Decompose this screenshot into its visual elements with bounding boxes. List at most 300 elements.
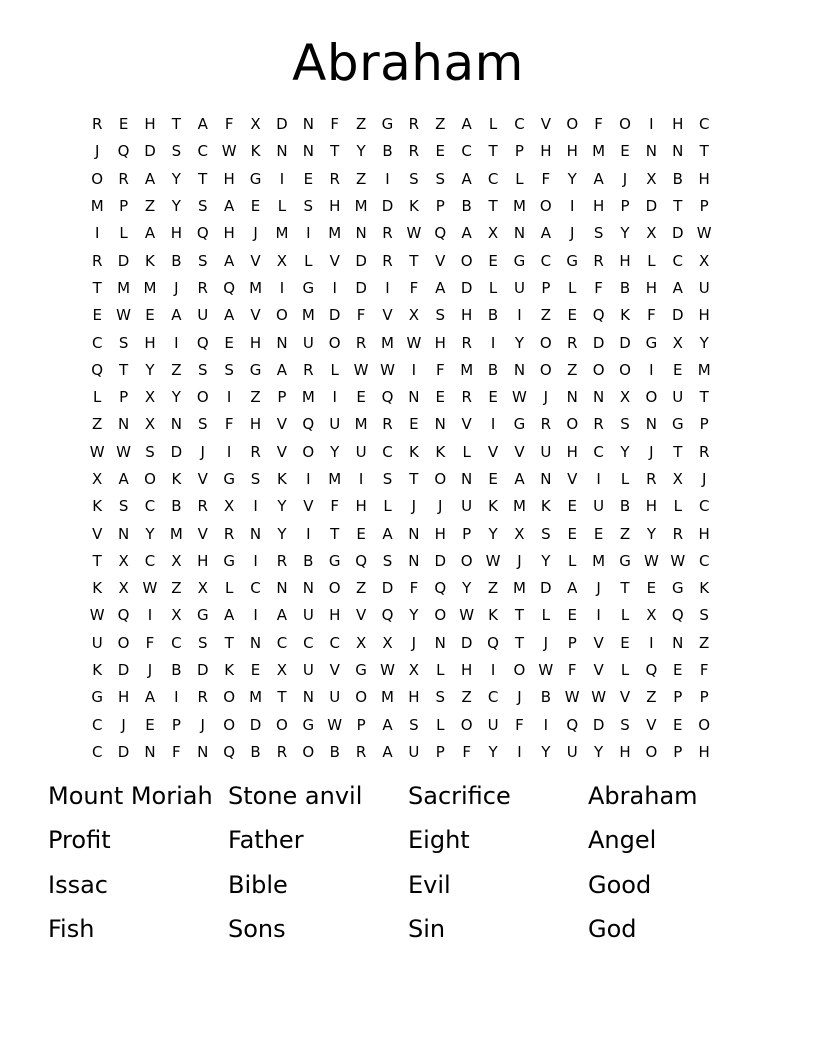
grid-letter[interactable]: Y — [409, 606, 419, 625]
grid-letter[interactable]: T — [92, 278, 102, 297]
grid-letter[interactable]: V — [92, 524, 103, 543]
grid-letter[interactable]: M — [592, 551, 606, 570]
grid-letter[interactable]: C — [593, 442, 604, 461]
grid-letter[interactable]: X — [118, 551, 129, 570]
grid-letter[interactable]: J — [253, 224, 258, 243]
grid-letter[interactable]: Y — [171, 197, 181, 216]
grid-letter[interactable]: W — [406, 333, 422, 352]
grid-letter[interactable]: R — [382, 415, 393, 434]
grid-letter[interactable]: H — [170, 224, 182, 243]
grid-letter[interactable]: L — [568, 278, 577, 297]
grid-letter[interactable]: X — [646, 169, 657, 188]
grid-letter[interactable]: G — [302, 278, 315, 297]
grid-letter[interactable]: C — [698, 497, 710, 516]
grid-letter[interactable]: C — [197, 142, 208, 161]
grid-letter[interactable]: Y — [594, 742, 604, 761]
grid-letter[interactable]: E — [673, 715, 683, 734]
grid-letter[interactable]: T — [330, 142, 340, 161]
grid-letter[interactable]: E — [567, 497, 577, 516]
grid-letter[interactable]: U — [566, 742, 578, 761]
grid-letter[interactable]: Y — [620, 442, 630, 461]
grid-letter[interactable]: I — [517, 742, 522, 761]
grid-letter[interactable]: N — [408, 524, 420, 543]
grid-letter[interactable]: G — [249, 169, 262, 188]
grid-letter[interactable]: S — [382, 470, 393, 488]
grid-letter[interactable]: Q — [223, 278, 236, 297]
grid-letter[interactable]: Y — [330, 442, 340, 461]
grid-letter[interactable]: H — [698, 169, 710, 188]
grid-letter[interactable]: S — [197, 197, 208, 216]
grid-letter[interactable]: R — [276, 551, 288, 570]
grid-letter[interactable]: J — [411, 497, 417, 516]
grid-letter[interactable]: D — [170, 442, 183, 461]
grid-letter[interactable]: K — [488, 497, 498, 516]
grid-letter[interactable]: S — [197, 415, 208, 434]
grid-letter[interactable]: F — [224, 115, 234, 134]
grid-letter[interactable]: H — [645, 278, 658, 297]
grid-letter[interactable]: O — [302, 442, 315, 461]
grid-letter[interactable]: Z — [355, 115, 367, 134]
grid-letter[interactable]: N — [302, 115, 314, 134]
grid-letter[interactable]: I — [253, 551, 258, 570]
grid-letter[interactable]: T — [673, 197, 683, 216]
grid-letter[interactable]: A — [118, 470, 129, 488]
grid-letter[interactable]: P — [514, 142, 524, 161]
grid-letter[interactable]: H — [461, 661, 473, 680]
grid-letter[interactable]: H — [645, 497, 658, 516]
grid-letter[interactable]: Q — [381, 388, 394, 407]
grid-letter[interactable]: I — [490, 415, 496, 434]
grid-letter[interactable]: H — [619, 251, 631, 270]
grid-letter[interactable]: M — [512, 579, 526, 598]
grid-letter[interactable]: V — [619, 688, 631, 707]
grid-letter[interactable]: V — [514, 442, 525, 461]
grid-letter[interactable]: U — [329, 688, 341, 707]
grid-letter[interactable]: T — [277, 688, 287, 707]
grid-letter[interactable]: M — [512, 197, 526, 216]
grid-letter[interactable]: L — [647, 251, 656, 270]
grid-letter[interactable]: Q — [223, 742, 236, 761]
grid-letter[interactable]: V — [250, 306, 261, 325]
grid-letter[interactable]: R — [250, 442, 261, 461]
grid-letter[interactable]: M — [117, 278, 131, 297]
grid-letter[interactable]: W — [221, 142, 237, 161]
grid-letter[interactable]: D — [117, 742, 130, 761]
grid-letter[interactable]: Q — [302, 415, 315, 434]
grid-letter[interactable]: R — [91, 115, 103, 134]
grid-letter[interactable]: S — [250, 470, 261, 488]
grid-letter[interactable]: M — [90, 197, 104, 216]
grid-letter[interactable]: C — [487, 169, 499, 188]
grid-letter[interactable]: E — [356, 388, 366, 407]
grid-letter[interactable]: A — [382, 715, 393, 734]
grid-letter[interactable]: E — [435, 388, 446, 407]
grid-letter[interactable]: D — [381, 579, 394, 598]
grid-letter[interactable]: J — [411, 633, 417, 652]
grid-letter[interactable]: B — [250, 742, 261, 761]
grid-letter[interactable]: F — [435, 360, 445, 379]
grid-letter[interactable]: L — [383, 497, 392, 516]
grid-letter[interactable]: Z — [355, 169, 367, 188]
grid-letter[interactable]: N — [170, 415, 182, 434]
grid-letter[interactable]: T — [409, 470, 419, 488]
grid-letter[interactable]: F — [647, 306, 656, 325]
grid-letter[interactable]: X — [276, 251, 288, 270]
grid-letter[interactable]: Q — [117, 142, 130, 161]
grid-letter[interactable]: T — [330, 524, 340, 543]
grid-letter[interactable]: W — [591, 688, 607, 707]
grid-letter[interactable]: X — [514, 524, 525, 543]
grid-letter[interactable]: P — [435, 742, 445, 761]
grid-letter[interactable]: L — [620, 470, 630, 488]
grid-letter[interactable]: L — [620, 606, 630, 625]
grid-letter[interactable]: C — [698, 115, 710, 134]
grid-letter[interactable]: Y — [171, 169, 181, 188]
grid-letter[interactable]: P — [356, 715, 366, 734]
grid-letter[interactable]: D — [540, 579, 552, 598]
grid-letter[interactable]: I — [332, 388, 337, 407]
grid-letter[interactable]: I — [253, 606, 258, 625]
grid-letter[interactable]: X — [92, 470, 103, 488]
grid-letter[interactable]: U — [698, 278, 710, 297]
grid-letter[interactable]: P — [277, 388, 287, 407]
grid-letter[interactable]: A — [224, 606, 235, 625]
grid-letter[interactable]: L — [568, 551, 577, 570]
grid-letter[interactable]: S — [620, 715, 630, 734]
grid-letter[interactable]: W — [670, 551, 686, 570]
grid-letter[interactable]: L — [436, 661, 445, 680]
grid-letter[interactable]: E — [567, 606, 577, 625]
grid-letter[interactable]: Q — [117, 606, 130, 625]
grid-letter[interactable]: R — [329, 169, 340, 188]
grid-letter[interactable]: U — [540, 442, 552, 461]
grid-letter[interactable]: Y — [488, 742, 498, 761]
grid-letter[interactable]: X — [699, 251, 710, 270]
grid-letter[interactable]: R — [408, 142, 420, 161]
grid-letter[interactable]: L — [673, 497, 682, 516]
grid-letter[interactable]: Q — [671, 606, 684, 625]
grid-letter[interactable]: A — [382, 524, 393, 543]
grid-letter[interactable]: F — [330, 497, 340, 516]
grid-letter[interactable]: U — [355, 442, 367, 461]
grid-letter[interactable]: U — [593, 497, 605, 516]
grid-letter[interactable]: I — [226, 442, 232, 461]
grid-letter[interactable]: M — [169, 524, 183, 543]
grid-letter[interactable]: W — [380, 661, 395, 680]
grid-letter[interactable]: L — [462, 442, 471, 461]
grid-letter[interactable]: N — [249, 633, 262, 652]
grid-letter[interactable]: K — [92, 579, 103, 598]
grid-letter[interactable]: U — [197, 306, 209, 325]
grid-letter[interactable]: H — [249, 415, 262, 434]
grid-letter[interactable]: R — [223, 524, 235, 543]
grid-letter[interactable]: M — [143, 278, 157, 297]
grid-letter[interactable]: O — [328, 333, 341, 352]
grid-letter[interactable]: N — [645, 415, 658, 434]
grid-letter[interactable]: S — [435, 169, 446, 188]
grid-letter[interactable]: O — [223, 688, 236, 707]
grid-letter[interactable]: S — [435, 688, 446, 707]
grid-letter[interactable]: R — [593, 251, 604, 270]
grid-letter[interactable]: C — [171, 633, 182, 652]
grid-letter[interactable]: D — [196, 661, 209, 680]
grid-letter[interactable]: G — [196, 606, 209, 625]
grid-letter[interactable]: I — [543, 715, 549, 734]
grid-letter[interactable]: Q — [196, 224, 209, 243]
grid-letter[interactable]: O — [539, 360, 552, 379]
grid-letter[interactable]: S — [593, 224, 604, 243]
grid-letter[interactable]: W — [696, 224, 712, 243]
grid-letter[interactable]: X — [408, 661, 420, 680]
grid-letter[interactable]: V — [276, 415, 288, 434]
grid-letter[interactable]: X — [408, 306, 420, 325]
grid-letter[interactable]: W — [89, 606, 105, 625]
grid-letter[interactable]: N — [276, 142, 288, 161]
grid-letter[interactable]: Q — [566, 715, 579, 734]
grid-letter[interactable]: H — [540, 142, 552, 161]
grid-letter[interactable]: X — [672, 333, 683, 352]
grid-letter[interactable]: O — [355, 688, 367, 707]
grid-letter[interactable]: R — [355, 742, 367, 761]
grid-letter[interactable]: H — [434, 333, 446, 352]
grid-letter[interactable]: Y — [567, 169, 577, 188]
grid-letter[interactable]: J — [701, 470, 707, 488]
grid-letter[interactable]: R — [461, 388, 472, 407]
grid-letter[interactable]: Q — [487, 633, 499, 652]
grid-letter[interactable]: O — [276, 306, 288, 325]
grid-letter[interactable]: X — [646, 224, 657, 243]
grid-letter[interactable]: S — [435, 306, 446, 325]
grid-letter[interactable]: X — [487, 224, 499, 243]
grid-letter[interactable]: N — [197, 742, 209, 761]
grid-letter[interactable]: R — [540, 415, 552, 434]
grid-letter[interactable]: O — [698, 715, 711, 734]
grid-letter[interactable]: L — [277, 197, 287, 216]
grid-letter[interactable]: E — [250, 197, 261, 216]
grid-letter[interactable]: V — [329, 251, 340, 270]
grid-letter[interactable]: A — [197, 115, 208, 134]
grid-letter[interactable]: Z — [355, 579, 367, 598]
grid-letter[interactable]: H — [592, 197, 605, 216]
grid-letter[interactable]: A — [672, 278, 683, 297]
grid-letter[interactable]: D — [672, 224, 684, 243]
grid-letter[interactable]: L — [224, 579, 234, 598]
grid-letter[interactable]: S — [118, 497, 129, 516]
grid-letter[interactable]: M — [249, 688, 263, 707]
grid-letter[interactable]: L — [93, 388, 102, 407]
grid-letter[interactable]: F — [409, 278, 419, 297]
grid-letter[interactable]: D — [645, 197, 658, 216]
grid-letter[interactable]: A — [144, 224, 156, 243]
grid-letter[interactable]: W — [89, 442, 105, 461]
grid-letter[interactable]: D — [117, 251, 130, 270]
grid-letter[interactable]: O — [645, 388, 658, 407]
grid-letter[interactable]: O — [434, 606, 447, 625]
grid-letter[interactable]: V — [435, 251, 446, 270]
grid-letter[interactable]: T — [620, 579, 630, 598]
grid-letter[interactable]: B — [171, 251, 182, 270]
grid-letter[interactable]: P — [620, 197, 630, 216]
grid-letter[interactable]: K — [92, 661, 103, 680]
grid-letter[interactable]: N — [117, 524, 130, 543]
grid-letter[interactable]: D — [144, 142, 156, 161]
grid-letter[interactable]: V — [461, 415, 472, 434]
grid-letter[interactable]: Z — [461, 688, 472, 707]
grid-letter[interactable]: P — [699, 415, 709, 434]
grid-letter[interactable]: G — [381, 115, 394, 134]
grid-letter[interactable]: R — [355, 333, 367, 352]
grid-letter[interactable]: I — [385, 169, 390, 188]
grid-letter[interactable]: N — [408, 388, 420, 407]
grid-letter[interactable]: I — [649, 360, 654, 379]
grid-letter[interactable]: I — [147, 606, 153, 625]
grid-letter[interactable]: S — [171, 142, 182, 161]
grid-letter[interactable]: Y — [277, 497, 287, 516]
grid-letter[interactable]: U — [513, 278, 525, 297]
grid-letter[interactable]: B — [487, 360, 499, 379]
grid-letter[interactable]: D — [460, 278, 473, 297]
grid-letter[interactable]: O — [539, 197, 552, 216]
grid-letter[interactable]: J — [438, 497, 443, 516]
grid-letter[interactable]: N — [513, 360, 526, 379]
grid-letter[interactable]: T — [514, 606, 525, 625]
grid-letter[interactable]: K — [435, 442, 446, 461]
grid-letter[interactable]: O — [592, 360, 605, 379]
grid-letter[interactable]: J — [596, 579, 601, 598]
grid-letter[interactable]: N — [276, 579, 288, 598]
grid-letter[interactable]: Z — [487, 579, 499, 598]
grid-letter[interactable]: B — [619, 497, 631, 516]
grid-letter[interactable]: F — [409, 579, 419, 598]
grid-letter[interactable]: B — [171, 661, 182, 680]
grid-letter[interactable]: I — [174, 688, 179, 707]
grid-letter[interactable]: N — [566, 388, 578, 407]
grid-letter[interactable]: X — [619, 388, 631, 407]
grid-letter[interactable]: W — [116, 306, 131, 325]
grid-letter[interactable]: C — [91, 742, 103, 761]
grid-letter[interactable]: V — [646, 715, 657, 734]
grid-letter[interactable]: M — [328, 470, 342, 488]
grid-letter[interactable]: R — [672, 524, 683, 543]
grid-letter[interactable]: K — [540, 497, 551, 516]
grid-letter[interactable]: O — [460, 551, 473, 570]
grid-letter[interactable]: I — [649, 633, 654, 652]
grid-letter[interactable]: E — [567, 524, 577, 543]
grid-letter[interactable]: D — [276, 115, 288, 134]
grid-letter[interactable]: O — [276, 715, 288, 734]
grid-letter[interactable]: J — [121, 715, 126, 734]
grid-letter[interactable]: V — [567, 470, 578, 488]
grid-letter[interactable]: E — [145, 306, 155, 325]
grid-letter[interactable]: O — [566, 115, 579, 134]
grid-letter[interactable]: I — [279, 278, 285, 297]
grid-letter[interactable]: M — [354, 197, 368, 216]
grid-letter[interactable]: A — [461, 224, 472, 243]
grid-letter[interactable]: N — [593, 388, 605, 407]
grid-letter[interactable]: J — [147, 661, 153, 680]
grid-letter[interactable]: N — [144, 742, 156, 761]
grid-letter[interactable]: O — [117, 633, 130, 652]
grid-letter[interactable]: F — [224, 415, 234, 434]
grid-letter[interactable]: Y — [145, 524, 155, 543]
grid-letter[interactable]: V — [540, 115, 551, 134]
grid-letter[interactable]: H — [144, 333, 156, 352]
grid-letter[interactable]: Z — [144, 197, 156, 216]
grid-letter[interactable]: K — [224, 661, 235, 680]
grid-letter[interactable]: M — [328, 224, 342, 243]
grid-letter[interactable]: W — [380, 360, 395, 379]
grid-letter[interactable]: Z — [435, 115, 446, 134]
grid-letter[interactable]: T — [699, 388, 709, 407]
grid-letter[interactable]: G — [355, 661, 367, 680]
grid-letter[interactable]: A — [144, 688, 156, 707]
grid-letter[interactable]: V — [355, 606, 367, 625]
grid-letter[interactable]: F — [541, 169, 551, 188]
grid-letter[interactable]: Z — [619, 524, 631, 543]
grid-letter[interactable]: R — [197, 278, 208, 297]
grid-letter[interactable]: S — [197, 360, 208, 379]
grid-letter[interactable]: M — [381, 688, 394, 707]
grid-letter[interactable]: J — [543, 388, 549, 407]
grid-letter[interactable]: F — [567, 661, 577, 680]
grid-letter[interactable]: D — [355, 278, 367, 297]
grid-letter[interactable]: H — [197, 551, 209, 570]
grid-letter[interactable]: L — [620, 661, 630, 680]
grid-letter[interactable]: R — [276, 742, 288, 761]
grid-letter[interactable]: J — [570, 224, 575, 243]
grid-letter[interactable]: W — [459, 606, 475, 625]
grid-letter[interactable]: R — [303, 360, 314, 379]
grid-letter[interactable]: Q — [592, 306, 605, 325]
grid-letter[interactable]: H — [355, 497, 367, 516]
grid-letter[interactable]: A — [593, 169, 604, 188]
grid-letter[interactable]: A — [567, 579, 578, 598]
grid-letter[interactable]: G — [513, 415, 526, 434]
grid-letter[interactable]: K — [620, 306, 630, 325]
grid-letter[interactable]: U — [91, 633, 103, 652]
grid-letter[interactable]: C — [303, 633, 314, 652]
grid-letter[interactable]: C — [276, 633, 288, 652]
grid-letter[interactable]: P — [541, 278, 551, 297]
grid-letter[interactable]: X — [646, 606, 657, 625]
grid-letter[interactable]: I — [306, 470, 311, 488]
grid-letter[interactable]: U — [461, 497, 473, 516]
grid-letter[interactable]: F — [462, 742, 471, 761]
grid-letter[interactable]: E — [118, 115, 129, 134]
grid-letter[interactable]: Z — [646, 688, 657, 707]
grid-letter[interactable]: J — [94, 142, 100, 161]
grid-letter[interactable]: O — [302, 742, 315, 761]
grid-letter[interactable]: H — [698, 524, 710, 543]
grid-letter[interactable]: B — [171, 497, 182, 516]
grid-letter[interactable]: K — [408, 442, 419, 461]
grid-letter[interactable]: M — [592, 142, 606, 161]
grid-letter[interactable]: R — [461, 333, 472, 352]
grid-letter[interactable]: A — [224, 306, 235, 325]
grid-letter[interactable]: U — [408, 742, 420, 761]
grid-letter[interactable]: G — [249, 360, 262, 379]
grid-letter[interactable]: P — [171, 715, 181, 734]
grid-letter[interactable]: S — [699, 606, 709, 625]
grid-letter[interactable]: O — [619, 360, 631, 379]
grid-letter[interactable]: X — [144, 388, 156, 407]
grid-letter[interactable]: P — [699, 688, 709, 707]
grid-letter[interactable]: J — [517, 688, 522, 707]
grid-letter[interactable]: A — [224, 197, 235, 216]
grid-letter[interactable]: I — [174, 333, 179, 352]
grid-letter[interactable]: C — [461, 142, 472, 161]
grid-letter[interactable]: G — [619, 551, 631, 570]
